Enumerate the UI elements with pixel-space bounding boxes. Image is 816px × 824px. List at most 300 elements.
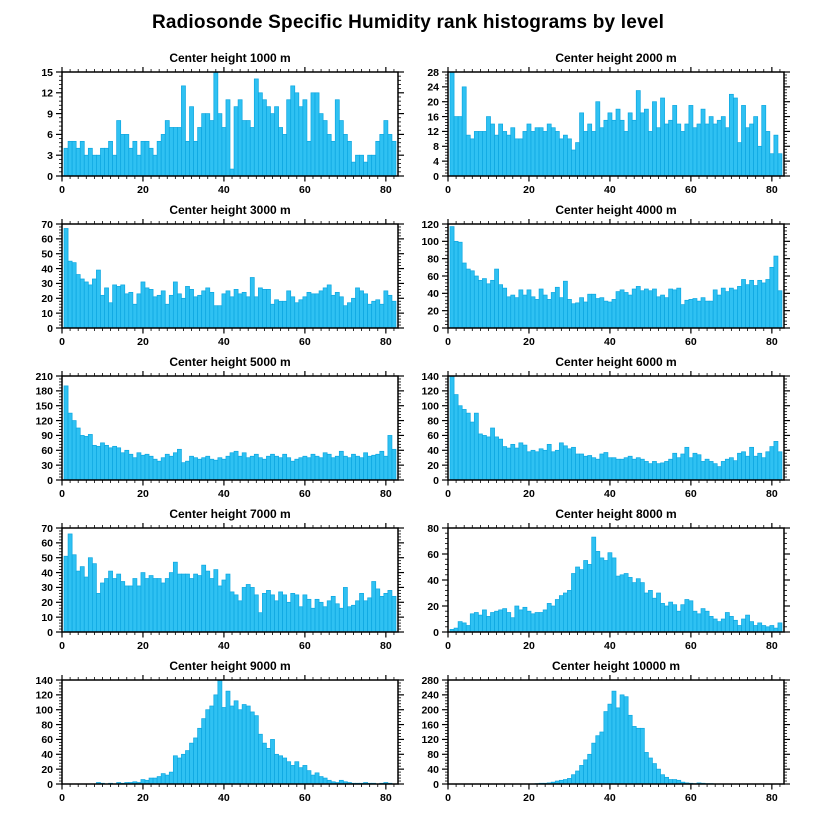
histogram-canvas	[408, 218, 816, 352]
histogram-bar	[584, 456, 588, 480]
y-tick-label: 0	[433, 626, 439, 639]
histogram-bar	[486, 284, 490, 328]
histogram-bar	[384, 456, 388, 480]
histogram-bar	[491, 428, 495, 480]
histogram-bar	[571, 447, 575, 480]
histogram-bar	[287, 602, 291, 632]
histogram-bar	[327, 285, 331, 328]
histogram-bar	[746, 615, 750, 632]
histogram-bar	[242, 292, 246, 328]
histogram-bar	[576, 303, 580, 328]
histogram-bar	[571, 775, 575, 784]
histogram-bar	[355, 601, 359, 632]
histogram-bar	[652, 289, 656, 328]
histogram-bar	[750, 622, 754, 632]
histogram-bar	[319, 291, 323, 328]
histogram-bar	[76, 275, 80, 328]
histogram-bar	[721, 619, 725, 632]
histogram-bar	[559, 139, 563, 176]
histogram-bar	[644, 109, 648, 176]
histogram-bar	[242, 587, 246, 632]
y-tick-label: 10	[41, 307, 53, 320]
histogram-bar	[206, 456, 210, 480]
histogram-bar	[129, 292, 133, 328]
histogram-bar	[327, 134, 331, 176]
histogram-bar	[392, 449, 396, 480]
histogram-bar	[129, 454, 133, 480]
histogram-bar	[254, 595, 258, 632]
histogram-bar	[121, 581, 125, 632]
histogram-bar	[685, 447, 689, 480]
subplot-10000m	[408, 656, 816, 808]
histogram-bar	[717, 295, 721, 328]
histogram-bar	[640, 728, 644, 784]
histogram-plot-3000m	[0, 218, 408, 352]
histogram-bar	[246, 121, 250, 176]
histogram-bar	[608, 458, 612, 480]
histogram-bar	[218, 114, 222, 176]
histogram-bar	[100, 295, 104, 328]
histogram-bar	[486, 616, 490, 632]
histogram-bar	[588, 564, 592, 632]
histogram-bar	[250, 277, 254, 328]
histogram-bar	[515, 298, 519, 328]
histogram-bar	[226, 456, 230, 480]
histogram-bar	[535, 299, 539, 328]
histogram-bar	[388, 435, 392, 480]
histogram-bar	[717, 467, 721, 480]
x-tick-label: 80	[766, 184, 778, 196]
histogram-bar	[563, 593, 567, 632]
histogram-bar	[218, 680, 222, 784]
histogram-bar	[84, 155, 88, 176]
histogram-bar	[580, 765, 584, 784]
histogram-bar	[210, 579, 214, 632]
subplot-title: Center height 5000 m	[169, 355, 291, 369]
x-tick-label: 20	[523, 184, 535, 196]
histogram-bar	[141, 282, 145, 328]
histogram-bar	[495, 437, 499, 480]
histogram-bar	[499, 610, 503, 632]
histogram-bar	[137, 453, 141, 480]
histogram-bar	[206, 710, 210, 784]
y-tick-label: 20	[427, 96, 439, 109]
histogram-bar	[470, 139, 474, 176]
histogram-bar	[652, 764, 656, 784]
histogram-bar	[84, 436, 88, 480]
histogram-bar	[527, 611, 531, 632]
histogram-bar	[283, 301, 287, 328]
histogram-bar	[258, 93, 262, 176]
histogram-bar	[661, 463, 665, 480]
histogram-bar	[360, 291, 364, 328]
histogram-bar	[729, 94, 733, 176]
histogram-bar	[129, 148, 133, 176]
histogram-bar	[567, 449, 571, 480]
y-tick-label: 40	[41, 749, 53, 762]
histogram-bar	[145, 454, 149, 480]
histogram-bar	[117, 574, 121, 632]
histogram-bar	[210, 121, 214, 176]
y-tick-label: 70	[41, 522, 53, 535]
histogram-bar	[165, 121, 169, 176]
histogram-bar	[612, 458, 616, 480]
x-tick-label: 20	[523, 792, 535, 804]
histogram-bar	[507, 297, 511, 328]
histogram-bar	[339, 121, 343, 176]
histogram-bar	[604, 301, 608, 328]
y-tick-label: 90	[41, 430, 53, 443]
histogram-bar	[697, 614, 701, 632]
histogram-bar	[270, 454, 274, 480]
histogram-bar	[331, 295, 335, 328]
histogram-bar	[503, 131, 507, 176]
histogram-bar	[355, 456, 359, 480]
histogram-bar	[64, 228, 68, 328]
histogram-bar	[596, 102, 600, 176]
histogram-bar	[185, 286, 189, 328]
histogram-bar	[177, 294, 181, 328]
histogram-bar	[462, 87, 466, 176]
histogram-bar	[555, 450, 559, 480]
histogram-bar	[729, 458, 733, 480]
histogram-bar	[347, 607, 351, 632]
histogram-bar	[190, 743, 194, 784]
y-tick-label: 120	[35, 415, 53, 428]
x-tick-label: 20	[523, 336, 535, 348]
histogram-bar	[584, 302, 588, 328]
histogram-bar	[458, 242, 462, 328]
histogram-bar	[343, 306, 347, 328]
histogram-bar	[596, 736, 600, 784]
histogram-bar	[656, 297, 660, 328]
histogram-bar	[295, 762, 299, 784]
histogram-bar	[673, 290, 677, 328]
histogram-bar	[113, 285, 117, 328]
histogram-bar	[279, 127, 283, 176]
histogram-bar	[511, 618, 515, 632]
histogram-bar	[652, 461, 656, 480]
histogram-bar	[161, 774, 165, 784]
histogram-plot-4000m	[408, 218, 816, 352]
histogram-bar	[644, 593, 648, 632]
histogram-bar	[576, 143, 580, 176]
histogram-bar	[527, 290, 531, 328]
histogram-bar	[762, 626, 766, 633]
histogram-bar	[275, 107, 279, 176]
histogram-bar	[750, 280, 754, 328]
histogram-bar	[368, 304, 372, 328]
histogram-bar	[523, 607, 527, 632]
histogram-bar	[202, 719, 206, 784]
x-tick-label: 40	[218, 640, 230, 652]
histogram-bar	[250, 587, 254, 632]
histogram-bar	[612, 120, 616, 176]
x-tick-label: 60	[685, 640, 697, 652]
histogram-bar	[547, 444, 551, 480]
histogram-bar	[121, 285, 125, 328]
histogram-bar	[206, 114, 210, 176]
histogram-bar	[202, 114, 206, 176]
histogram-bar	[169, 127, 173, 176]
histogram-bar	[347, 303, 351, 328]
histogram-bar	[270, 739, 274, 784]
histogram-bar	[636, 579, 640, 632]
histogram-bar	[762, 283, 766, 328]
histogram-bar	[125, 294, 129, 328]
histogram-canvas	[0, 674, 408, 808]
histogram-bar	[567, 778, 571, 784]
histogram-bar	[242, 121, 246, 176]
x-tick-label: 80	[380, 640, 392, 652]
histogram-bar	[254, 716, 258, 784]
histogram-bar	[157, 777, 161, 784]
histogram-bar	[109, 571, 113, 632]
histogram-bar	[376, 454, 380, 480]
histogram-bar	[157, 141, 161, 176]
histogram-bar	[68, 141, 72, 176]
histogram-bar	[737, 286, 741, 328]
histogram-bar	[725, 128, 729, 176]
histogram-bar	[72, 141, 76, 176]
histogram-bar	[620, 695, 624, 784]
histogram-bar	[754, 626, 758, 633]
histogram-bar	[360, 155, 364, 176]
y-tick-label: 60	[427, 548, 439, 561]
histogram-bar	[100, 148, 104, 176]
histogram-bar	[194, 574, 198, 632]
histogram-bar	[96, 270, 100, 328]
histogram-canvas	[0, 522, 408, 656]
histogram-bar	[343, 587, 347, 632]
x-tick-label: 20	[137, 792, 149, 804]
x-tick-label: 40	[218, 336, 230, 348]
histogram-bar	[709, 301, 713, 328]
histogram-bar	[491, 124, 495, 176]
histogram-bar	[539, 289, 543, 328]
histogram-bar	[270, 595, 274, 632]
histogram-bar	[279, 301, 283, 328]
histogram-bar	[689, 601, 693, 632]
histogram-bar	[169, 456, 173, 480]
histogram-bar	[331, 458, 335, 480]
histogram-bar	[190, 579, 194, 632]
histogram-bar	[165, 304, 169, 328]
histogram-bar	[185, 574, 189, 632]
histogram-bar	[125, 134, 129, 176]
histogram-bar	[531, 614, 535, 632]
histogram-bar	[283, 454, 287, 480]
histogram-bar	[117, 121, 121, 176]
histogram-bar	[392, 141, 396, 176]
histogram-bar	[323, 288, 327, 328]
histogram-bar	[515, 448, 519, 480]
histogram-bar	[157, 295, 161, 328]
histogram-bar	[491, 613, 495, 633]
histogram-bar	[169, 295, 173, 328]
histogram-bar	[701, 109, 705, 176]
subplot-title: Center height 7000 m	[169, 507, 291, 521]
histogram-bar	[258, 613, 262, 632]
histogram-bar	[133, 458, 137, 480]
y-tick-label: 0	[433, 170, 439, 183]
histogram-bar	[600, 454, 604, 480]
histogram-bar	[149, 289, 153, 328]
histogram-bar	[194, 738, 198, 784]
y-tick-label: 16	[427, 111, 439, 124]
histogram-bar	[165, 775, 169, 784]
histogram-bar	[279, 592, 283, 632]
histogram-bar	[669, 289, 673, 328]
histogram-bar	[588, 294, 592, 328]
histogram-bar	[295, 303, 299, 328]
histogram-bar	[185, 141, 189, 176]
histogram-bar	[636, 458, 640, 480]
histogram-bar	[238, 294, 242, 328]
histogram-bar	[141, 573, 145, 632]
histogram-bar	[214, 460, 218, 480]
histogram-bar	[555, 600, 559, 633]
histogram-bar	[360, 458, 364, 480]
histogram-bar	[198, 459, 202, 480]
histogram-bar	[725, 292, 729, 328]
histogram-bar	[372, 155, 376, 176]
histogram-bar	[287, 762, 291, 784]
histogram-bar	[161, 583, 165, 632]
histogram-bar	[177, 127, 181, 176]
histogram-bar	[478, 131, 482, 176]
histogram-bar	[636, 286, 640, 328]
histogram-bar	[96, 446, 100, 480]
y-tick-label: 120	[421, 734, 439, 747]
histogram-bar	[499, 439, 503, 480]
histogram-bar	[214, 72, 218, 176]
histogram-bar	[551, 452, 555, 480]
histogram-bar	[303, 765, 307, 784]
x-tick-label: 20	[137, 488, 149, 500]
histogram-bar	[364, 453, 368, 480]
histogram-bar	[547, 299, 551, 328]
histogram-bar	[275, 754, 279, 784]
histogram-bar	[76, 428, 80, 480]
histogram-bar	[299, 107, 303, 176]
histogram-bar	[636, 91, 640, 176]
histogram-bar	[511, 128, 515, 176]
histogram-bar	[311, 93, 315, 176]
histogram-bar	[604, 453, 608, 480]
y-tick-label: 180	[35, 385, 53, 398]
histogram-bar	[181, 463, 185, 480]
histogram-bar	[364, 162, 368, 176]
histogram-bar	[774, 256, 778, 328]
histogram-bar	[628, 113, 632, 176]
histogram-bar	[458, 406, 462, 480]
histogram-bar	[303, 297, 307, 328]
histogram-bar	[307, 599, 311, 632]
histogram-bar	[499, 124, 503, 176]
y-tick-label: 100	[421, 400, 439, 413]
histogram-bar	[266, 748, 270, 784]
histogram-bar	[762, 458, 766, 480]
histogram-bar	[515, 606, 519, 632]
histogram-bar	[450, 72, 454, 176]
histogram-bar	[648, 464, 652, 480]
histogram-bar	[543, 295, 547, 328]
histogram-bar	[563, 135, 567, 176]
x-tick-label: 20	[523, 640, 535, 652]
histogram-bar	[474, 276, 478, 328]
histogram-bar	[503, 447, 507, 480]
histogram-bar	[507, 135, 511, 176]
histogram-bar	[92, 445, 96, 480]
histogram-bar	[648, 758, 652, 784]
histogram-bar	[105, 148, 109, 176]
x-tick-label: 0	[445, 640, 451, 652]
histogram-bar	[368, 155, 372, 176]
histogram-bar	[665, 461, 669, 480]
histogram-bar	[315, 294, 319, 328]
histogram-bar	[266, 590, 270, 632]
histogram-bar	[206, 288, 210, 328]
x-tick-label: 40	[604, 336, 616, 348]
histogram-bar	[770, 154, 774, 176]
y-tick-label: 40	[41, 263, 53, 276]
histogram-bar	[287, 100, 291, 176]
histogram-bar	[315, 456, 319, 480]
histogram-bar	[368, 456, 372, 480]
histogram-bar	[640, 291, 644, 328]
y-tick-label: 80	[41, 719, 53, 732]
histogram-bar	[766, 279, 770, 328]
histogram-bar	[125, 586, 129, 632]
histogram-bar	[230, 706, 234, 784]
histogram-bar	[478, 434, 482, 480]
y-tick-label: 12	[41, 87, 53, 100]
charts-grid	[0, 48, 816, 808]
histogram-bar	[214, 306, 218, 328]
histogram-bar	[644, 461, 648, 480]
histogram-bar	[242, 705, 246, 784]
histogram-bar	[117, 448, 121, 480]
histogram-bar	[113, 155, 117, 176]
y-tick-label: 0	[47, 778, 53, 791]
histogram-bar	[709, 117, 713, 176]
histogram-bar	[770, 447, 774, 480]
histogram-bar	[685, 300, 689, 328]
histogram-bar	[482, 131, 486, 176]
histogram-bar	[88, 558, 92, 632]
histogram-bar	[258, 288, 262, 328]
histogram-bar	[770, 267, 774, 328]
y-tick-label: 40	[41, 567, 53, 580]
histogram-bar	[307, 458, 311, 480]
histogram-bar	[555, 131, 559, 176]
histogram-bar	[486, 437, 490, 480]
histogram-bar	[685, 600, 689, 633]
histogram-bar	[758, 146, 762, 176]
histogram-canvas	[408, 674, 816, 808]
histogram-bar	[600, 128, 604, 176]
histogram-bar	[644, 289, 648, 328]
y-tick-label: 100	[421, 236, 439, 249]
histogram-bar	[701, 461, 705, 480]
y-tick-label: 140	[421, 370, 439, 383]
histogram-bar	[754, 286, 758, 328]
histogram-bar	[181, 574, 185, 632]
histogram-bar	[145, 288, 149, 328]
histogram-bar	[234, 701, 238, 784]
subplot-9000m	[0, 656, 408, 808]
